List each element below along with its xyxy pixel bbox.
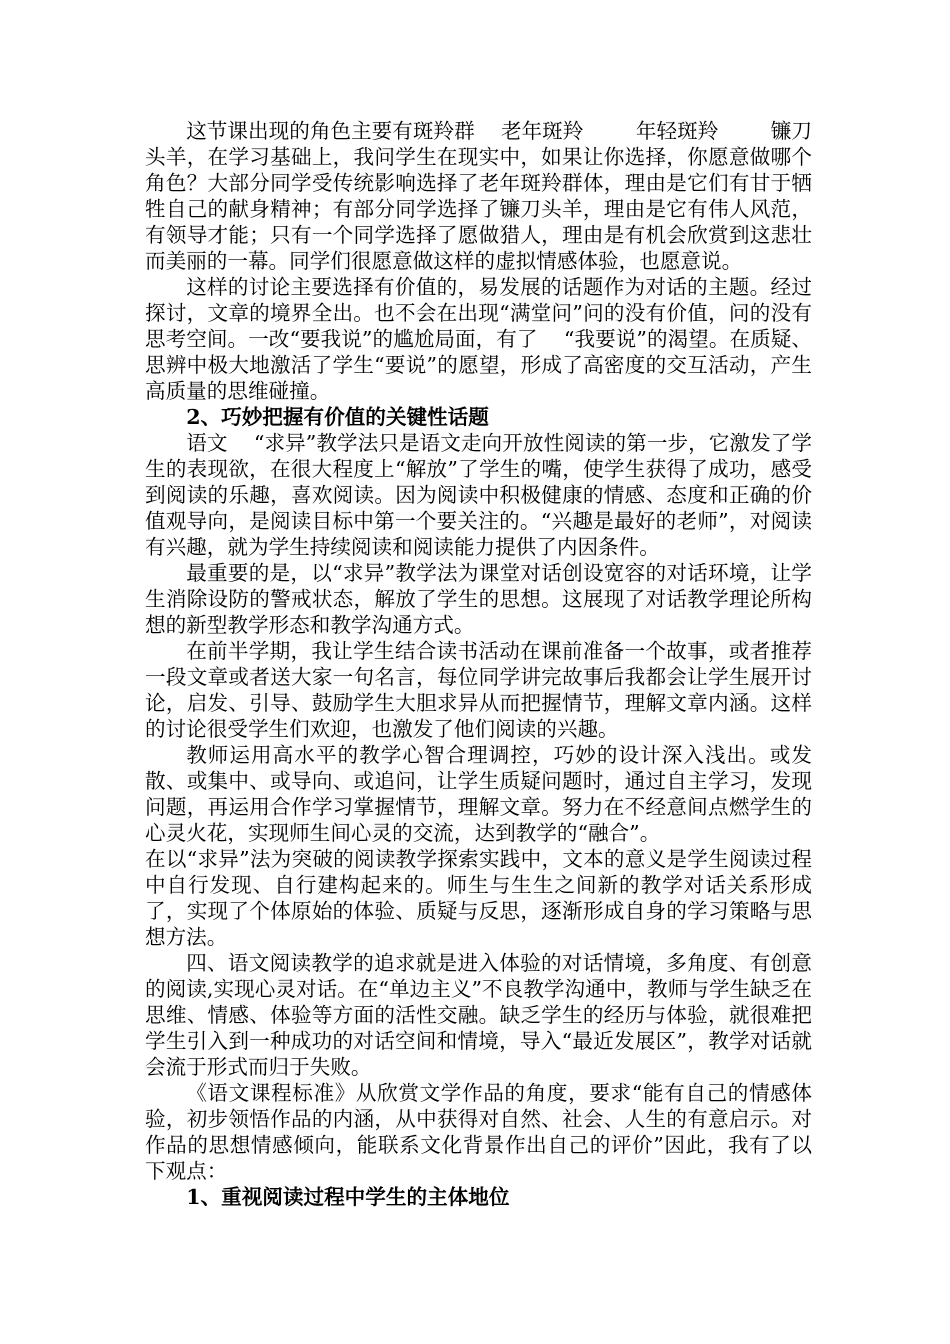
paragraph-teacher-control: 教师运用高水平的教学心智合理调控，巧妙的设计深入浅出。或发散、或集中、或导向、或追问，让学生质疑问题时，通过自主学习，发现问题，再运用合作学习掌握情节，理解文章。努力在不经意间点燃学生的心灵火花，实现师生间心灵的交流，达到教学的“融合”。 [145, 743, 812, 845]
paragraph-dialogue-environment: 最重要的是，以“求异”教学法为课堂对话创设宽容的对话环境，让学生消除设防的警戒状态，解放了学生的思想。这展现了对话教学理论所构想的新型教学形态和教学沟通方式。 [145, 561, 812, 637]
section-heading-student-subject: 1、重视阅读过程中学生的主体地位 [186, 1185, 510, 1209]
paragraph-curriculum-standard: 《语文课程标准》从欣赏文学作品的角度，要求“能有自己的情感体验，初步领悟作品的内涵，从中获得对自然、社会、人生的有意启示。对作品的思想情感倾向，能联系文化背景作出自己的评价”因此，我有了以下观点： [145, 1081, 812, 1183]
section-heading-key-topics: 2、巧妙把握有价值的关键性话题 [186, 405, 489, 429]
paragraph-section-four: 四、语文阅读教学的追求就是进入体验的对话情境，多角度、有创意的阅读,实现心灵对话。在“单边主义”不良教学沟通中，教师与学生缺乏在思维、情感、体验等方面的活性交融。缺乏学生的经历与体验，就很难把学生引入到一种成功的对话空间和情境，导入“最近发展区”，教学对话就会流于形式而归于失败。 [145, 951, 812, 1079]
paragraph-reading-activity: 在前半学期，我让学生结合读书活动在课前准备一个故事，或者推荐一段文章或者送大家一句名言，每位同学讲完故事后我都会让学生展开讨论，启发、引导、鼓励学生大胆求异从而把握情节，理解文章内涵。这样的讨论很受学生们欢迎，也激发了他们阅读的兴趣。 [145, 639, 812, 741]
paragraph-qiuyi-method: 语文 “求异”教学法只是语文走向开放性阅读的第一步，它激发了学生的表现欲，在很大程度上“解放”了学生的嘴，使学生获得了成功，感受到阅读的乐趣，喜欢阅读。因为阅读中积极健康的情感、态度和正确的价值观导向，是阅读目标中第一个要关注的。“兴趣是最好的老师”，对阅读有兴趣，就为学生持续阅读和阅读能力提供了内因条件。 [145, 431, 812, 559]
paragraph-roles: 这节课出现的角色主要有斑羚群 老年斑羚 年轻斑羚 镰刀头羊，在学习基础上，我问学生在现实中，如果让你选择，你愿意做哪个角色？大部分同学受传统影响选择了老年斑羚群体，理由是它们有甘于牺牲自己的献身精神；有部分同学选择了镰刀头羊，理由是它有伟人风范，有领导才能；只有一个同学选择了愿做猎人，理由是有机会欣赏到这悲壮而美丽的一幕。同学们很愿意做这样的虚拟情感体验，也愿意说。 [145, 119, 812, 273]
paragraph-discussion: 这样的讨论主要选择有价值的，易发展的话题作为对话的主题。经过探讨，文章的境界全出。也不会在出现“满堂问”问的没有价值，问的没有思考空间。一改“要我说”的尴尬局面，有了 “我要说”的渴望。在质疑、思辨中极大地激活了学生“要说”的愿望，形成了高密度的交互活动，产生高质量的思维碰撞。 [145, 275, 812, 403]
document-page [145, 118, 812, 1210]
paragraph-text-meaning: 在以“求异”法为突破的阅读教学探索实践中，文本的意义是学生阅读过程中自行发现、自行建构起来的。师生与生生之间新的教学对话关系形成了，实现了个体原始的体验、质疑与反思，逐渐形成自身的学习策略与思想方法。 [145, 847, 812, 949]
